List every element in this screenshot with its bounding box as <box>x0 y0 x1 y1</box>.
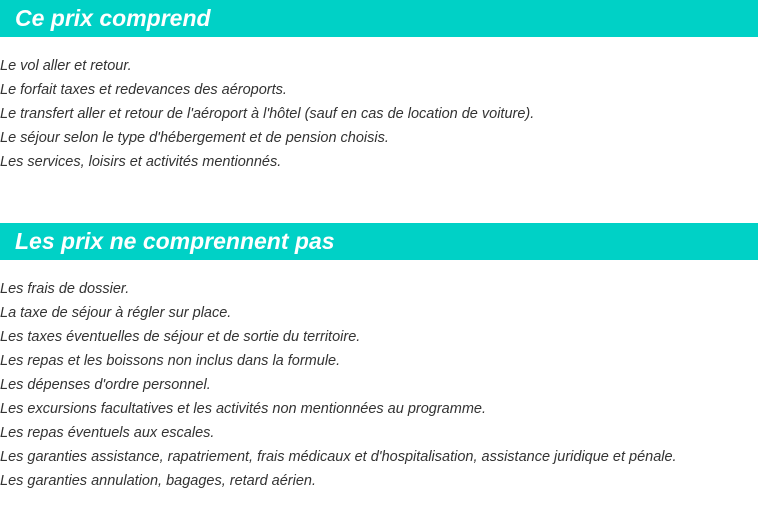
excluded-section-title: Les prix ne comprennent pas <box>0 223 758 260</box>
excluded-item: Les frais de dossier. <box>0 281 130 297</box>
excluded-item: Les repas et les boissons non inclus dans la formule. <box>0 353 341 369</box>
excluded-item: Les excursions facultatives et les activités non mentionnées au programme. <box>0 401 486 417</box>
included-item: Le transfert aller et retour de l'aéroport à l'hôtel (sauf en cas de location de voiture). <box>0 106 535 122</box>
included-item: Les services, loisirs et activités mentionnés. <box>0 154 282 170</box>
excluded-item: La taxe de séjour à régler sur place. <box>0 305 232 321</box>
included-items-list <box>0 54 758 174</box>
included-item: Le séjour selon le type d'hébergement et de pension choisis. <box>0 130 389 146</box>
included-item: Le vol aller et retour. <box>0 58 132 74</box>
included-section-title: Ce prix comprend <box>0 0 758 37</box>
excluded-item: Les taxes éventuelles de séjour et de sortie du territoire. <box>0 329 361 345</box>
excluded-item: Les garanties annulation, bagages, retard aérien. <box>0 473 316 489</box>
included-item: Le forfait taxes et redevances des aéroports. <box>0 82 287 98</box>
excluded-item: Les dépenses d'ordre personnel. <box>0 377 211 393</box>
excluded-item: Les garanties assistance, rapatriement, frais médicaux et d'hospitalisation, assistance juridique et pénale. <box>0 449 677 465</box>
excluded-items-list <box>0 277 758 493</box>
excluded-item: Les repas éventuels aux escales. <box>0 425 215 441</box>
